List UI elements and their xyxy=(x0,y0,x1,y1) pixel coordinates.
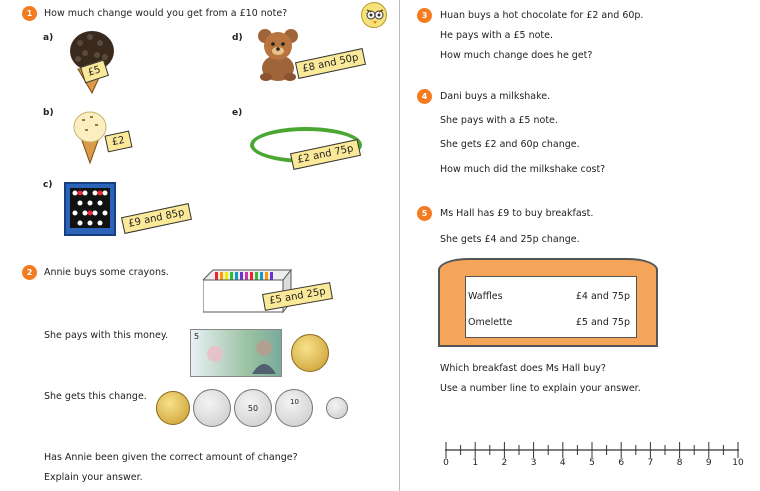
item-a-price-tag: £5 xyxy=(80,60,109,84)
menu-item-name: Waffles xyxy=(468,291,503,302)
number-line-label: 8 xyxy=(676,458,683,468)
owl-logo-icon xyxy=(361,2,387,28)
menu-item-price: £5 and 75p xyxy=(575,317,630,328)
question-4-badge: 4 xyxy=(417,89,432,104)
question-4-line-1: Dani buys a milkshake. xyxy=(440,91,551,102)
number-line-label: 5 xyxy=(589,458,595,468)
change-coin-50p: 50 xyxy=(234,389,272,427)
question-5-badge: 5 xyxy=(417,206,432,221)
change-text: She gets this change. xyxy=(44,391,147,402)
connect-four-game-icon xyxy=(64,182,116,236)
number-line-label: 7 xyxy=(647,458,654,468)
question-3-line-3: How much change does he get? xyxy=(440,50,593,61)
change-coin-1 xyxy=(156,391,190,425)
question-5-instruction: Use a number line to explain your answer. xyxy=(440,383,641,394)
number-line-label: 4 xyxy=(559,458,566,468)
question-4-line-2: She pays with a £5 note. xyxy=(440,115,558,126)
pays-with-text: She pays with this money. xyxy=(44,330,169,341)
change-coin-2 xyxy=(193,389,231,427)
question-4-line-4: How much did the milkshake cost? xyxy=(440,164,606,175)
question-5-line-2: She gets £4 and 25p change. xyxy=(440,234,580,245)
number-line-labels xyxy=(440,458,745,472)
item-a-letter: a) xyxy=(43,33,54,43)
number-line-label: 6 xyxy=(618,458,625,468)
item-b-letter: b) xyxy=(43,108,54,118)
item-e-price-tag: £2 and 75p xyxy=(290,139,361,170)
question-5-question: Which breakfast does Ms Hall buy? xyxy=(440,363,606,374)
question-2-text: Annie buys some crayons. xyxy=(44,267,169,278)
question-5-line-1: Ms Hall has £9 to buy breakfast. xyxy=(440,208,594,219)
change-coin-5 xyxy=(326,397,348,419)
number-line-label: 2 xyxy=(501,458,508,468)
question-1-text: How much change would you get from a £10 note? xyxy=(44,8,288,19)
note-value: 5 xyxy=(194,332,200,341)
number-line-label: 0 xyxy=(443,458,449,468)
item-c-price-tag: £9 and 85p xyxy=(121,203,192,234)
question-3-line-1: Huan buys a hot chocolate for £2 and 60p. xyxy=(440,10,644,21)
question-3-line-2: He pays with a £5 note. xyxy=(440,30,553,41)
menu-item-name: Omelette xyxy=(468,317,513,328)
chocolate-ice-cream-icon xyxy=(60,27,120,95)
question-4-line-3: She gets £2 and 60p change. xyxy=(440,139,580,150)
number-line xyxy=(440,440,745,480)
item-e-letter: e) xyxy=(232,108,243,118)
number-line-label: 10 xyxy=(732,458,744,468)
item-d-letter: d) xyxy=(232,33,243,43)
item-c-letter: c) xyxy=(43,180,53,190)
question-2-badge: 2 xyxy=(22,265,37,280)
pound-coin-icon xyxy=(291,334,329,372)
question-2-explain: Explain your answer. xyxy=(44,472,143,483)
item-d-price-tag: £8 and 50p xyxy=(295,48,366,79)
crayons-price-tag: £5 and 25p xyxy=(262,282,333,311)
item-b-price-tag: £2 xyxy=(105,131,133,153)
question-1-badge: 1 xyxy=(22,6,37,21)
change-coin-4 xyxy=(275,389,313,427)
question-3-badge: 3 xyxy=(417,8,432,23)
number-line-label: 1 xyxy=(472,458,479,468)
number-line-label: 3 xyxy=(530,458,537,468)
five-pound-note-icon xyxy=(190,329,282,377)
teddy-bear-icon xyxy=(252,26,304,82)
question-2-check: Has Annie been given the correct amount of change? xyxy=(44,452,298,463)
column-divider xyxy=(399,0,400,491)
number-line-axis xyxy=(440,440,745,458)
number-line-label: 9 xyxy=(705,458,712,468)
menu-item-price: £4 and 75p xyxy=(575,291,630,302)
breakfast-menu xyxy=(465,276,637,338)
